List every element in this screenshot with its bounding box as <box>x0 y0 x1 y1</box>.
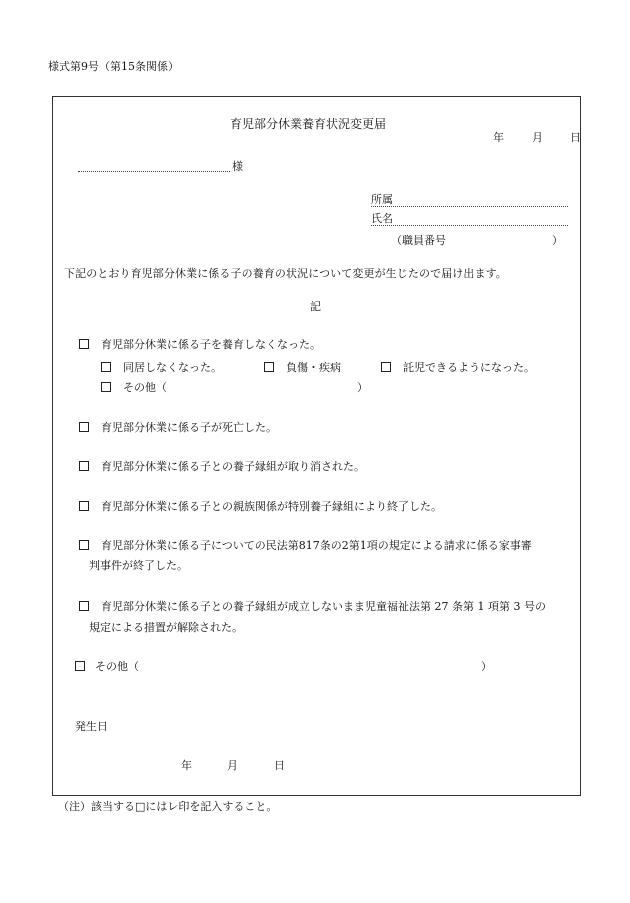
sub-item-1-text: 同居しなくなった。 <box>123 361 222 374</box>
item-6 <box>79 600 546 613</box>
checkbox[interactable] <box>79 540 89 550</box>
name-field[interactable] <box>371 225 568 226</box>
item-5-text-line1: 育児部分休業に係る子についての民法第817条の2第1項の規定による請求に係る家事審 <box>101 539 532 552</box>
occurrence-month: 月 <box>227 759 238 772</box>
item-7-close: ） <box>481 660 492 673</box>
form-frame <box>52 96 581 796</box>
occurrence-day: 日 <box>274 759 285 772</box>
item-4-text: 育児部分休業に係る子との親族関係が特別養子縁組により終了した。 <box>101 500 442 513</box>
affiliation-field[interactable] <box>371 206 568 207</box>
name-label: 氏名 <box>371 212 393 225</box>
page-title: 育児部分休業養育状況変更届 <box>230 117 387 131</box>
item-5 <box>79 539 532 552</box>
sub-item-3 <box>381 361 535 374</box>
checkbox[interactable] <box>75 661 85 671</box>
item-1-text: 育児部分休業に係る子を養育しなくなった。 <box>101 338 321 351</box>
item-7 <box>75 660 139 673</box>
sub-item-4-close: ） <box>357 381 368 394</box>
item-6-text-line2: 規定による措置が解除された。 <box>89 621 243 634</box>
item-2-text: 育児部分休業に係る子が死亡した。 <box>101 421 277 434</box>
addressee-field[interactable] <box>78 171 230 172</box>
date-day: 日 <box>570 131 581 144</box>
ki-heading: 記 <box>310 300 321 313</box>
occurrence-year: 年 <box>181 759 192 772</box>
item-3-text: 育児部分休業に係る子との養子縁組が取り消された。 <box>101 460 365 473</box>
staff-number-label: （職員番号 <box>391 234 446 247</box>
checkbox[interactable] <box>79 339 89 349</box>
sub-item-4-text: その他（ <box>123 381 167 394</box>
checkbox[interactable] <box>79 422 89 432</box>
occurrence-label: 発生日 <box>75 720 108 733</box>
item-5-text-line2: 判事件が終了した。 <box>89 559 188 572</box>
sub-item-1 <box>101 361 222 374</box>
item-2 <box>79 421 277 434</box>
checkbox[interactable] <box>79 501 89 511</box>
footnote: （注）該当する□にはレ印を記入すること。 <box>58 800 278 813</box>
item-6-text-line1: 育児部分休業に係る子との養子縁組が成立しないまま児童福祉法第 27 条第 1 項第 3 号の <box>101 600 546 613</box>
item-4 <box>79 500 442 513</box>
checkbox[interactable] <box>264 362 274 372</box>
statement-text: 下記のとおり育児部分休業に係る子の養育の状況について変更が生じたので届け出ます。 <box>64 267 507 280</box>
item-3 <box>79 460 365 473</box>
sub-item-2 <box>264 361 341 374</box>
date-year: 年 <box>493 131 504 144</box>
item-7-text: その他（ <box>95 660 139 673</box>
sub-item-2-text: 負傷・疾病 <box>286 361 341 374</box>
checkbox[interactable] <box>101 362 111 372</box>
date-month: 月 <box>532 131 543 144</box>
form-number: 様式第9号（第15条関係） <box>48 60 179 73</box>
staff-number-close: ） <box>552 234 563 247</box>
checkbox[interactable] <box>79 601 89 611</box>
item-1 <box>79 338 321 351</box>
checkbox[interactable] <box>381 362 391 372</box>
sub-item-3-text: 託児できるようになった。 <box>403 361 535 374</box>
addressee-honorific: 様 <box>232 160 243 173</box>
sub-item-4 <box>101 381 167 394</box>
affiliation-label: 所属 <box>371 193 393 206</box>
checkbox[interactable] <box>101 382 111 392</box>
checkbox[interactable] <box>79 461 89 471</box>
